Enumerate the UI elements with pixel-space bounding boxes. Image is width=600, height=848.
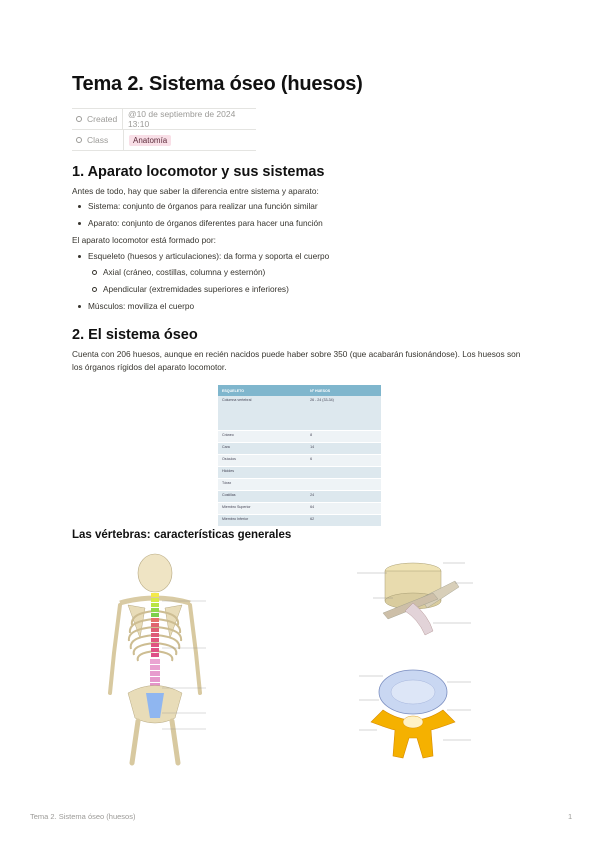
section-heading-2: 2. El sistema óseo: [72, 327, 198, 343]
table-header: ESQUELETO: [218, 385, 306, 396]
class-tag[interactable]: Anatomía: [129, 135, 171, 146]
page-title: Tema 2. Sistema óseo (huesos): [72, 73, 363, 95]
section2-para-line2: los órganos rígidos del aparato locomotor.: [72, 362, 227, 372]
list-item: Sistema: conjunto de órganos para realizar una función similar: [78, 201, 318, 211]
list-item: Aparato: conjunto de órganos diferentes para hacer una función: [78, 218, 323, 228]
list-icon: [76, 137, 82, 143]
table-row: Columna vertebral 26 - 24 (33-34): [218, 396, 381, 431]
table-header: Nº HUESOS: [306, 385, 381, 396]
list-item: Esqueleto (huesos y articulaciones): da forma y soporta el cuerpo: [78, 251, 329, 261]
vertebra-superior-illustration: [343, 660, 493, 765]
properties-table: [72, 108, 256, 151]
table-row: Osículos 6: [218, 455, 381, 467]
bones-table: [218, 385, 381, 527]
table-row: Miembro Superior 64: [218, 503, 381, 515]
section-heading-3: Las vértebras: características generales: [72, 529, 292, 541]
clock-icon: [76, 116, 82, 122]
table-row: Cráneo 8: [218, 431, 381, 443]
list-item: Apendicular (extremidades superiores e inferiores): [92, 284, 289, 294]
table-row: Costillas 24: [218, 491, 381, 503]
property-key-created: Created: [72, 109, 123, 129]
property-row-class: [72, 130, 256, 151]
section1-intro: Antes de todo, hay que saber la diferencia entre sistema y aparato:: [72, 186, 319, 196]
vertebra-lateral-illustration: [343, 553, 493, 648]
section-heading-1: 1. Aparato locomotor y sus sistemas: [72, 164, 325, 180]
table-row: Cara 14: [218, 443, 381, 455]
skeleton-spine-illustration: [100, 553, 280, 768]
property-key-class: Class: [72, 130, 124, 150]
footer-page-number: 1: [568, 812, 573, 821]
table-row: Tórax: [218, 479, 381, 491]
table-row: Miembro Inferior 62: [218, 515, 381, 527]
table-row: Hioides: [218, 467, 381, 479]
footer-title: Tema 2. Sistema óseo (huesos): [30, 812, 136, 821]
property-value-created: @10 de septiembre de 2024 13:10: [127, 109, 236, 129]
section2-para-line1: Cuenta con 206 huesos, aunque en recién nacidos puede haber sobre 350 (que acabarán fusionándose). Los huesos son: [72, 349, 521, 359]
list-item: Axial (cráneo, costillas, columna y esternón): [92, 267, 265, 277]
list-item: Músculos: moviliza el cuerpo: [78, 301, 194, 311]
property-row-created: [72, 109, 256, 130]
section1-intro2: El aparato locomotor está formado por:: [72, 235, 216, 245]
